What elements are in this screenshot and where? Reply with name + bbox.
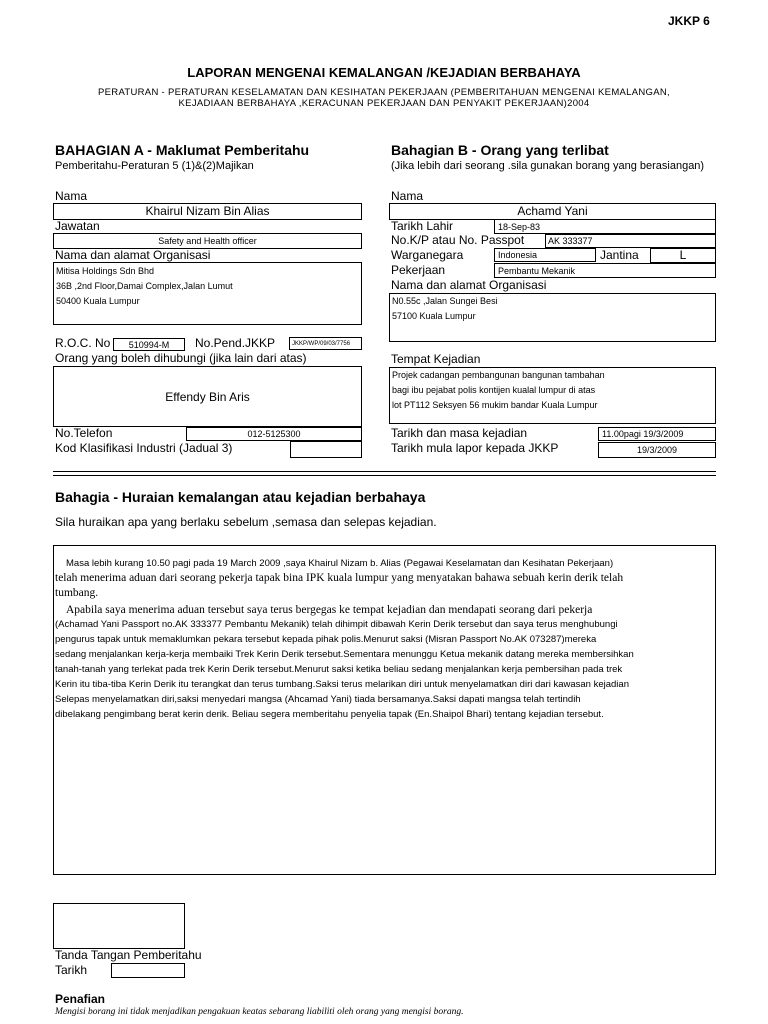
form-title: LAPORAN MENGENAI KEMALANGAN /KEJADIAN BERBAHAYA xyxy=(187,65,581,80)
b-lapor-label: Tarikh mula lapor kepada JKKP xyxy=(391,441,559,455)
description-line: sedang menjalankan kerja-kerja membaiki Trek Kerin Derik tersebut.Sementara menunggu Ketua mekanik datang mereka membersihkan xyxy=(55,649,634,660)
disclaimer-text: Mengisi borang ini tidak menjadikan pengakuan keatas sebarang liabiliti oleh orang yang mengisi borang. xyxy=(55,1007,464,1017)
footer-tarikh-field[interactable] xyxy=(111,963,185,978)
b-pekerjaan-label: Pekerjaan xyxy=(391,263,446,277)
b-tempat-label: Tempat Kejadian xyxy=(391,352,481,366)
a-roc-field[interactable]: 510994-M xyxy=(113,338,185,351)
a-roc-label: R.O.C. No xyxy=(55,336,111,350)
a-pend-label: No.Pend.JKKP xyxy=(195,336,276,350)
b-org-label: Nama dan alamat Organisasi xyxy=(391,278,547,292)
signature-label: Tanda Tangan Pemberitahu xyxy=(55,948,202,962)
a-contact-field[interactable] xyxy=(53,366,362,427)
a-org-label: Nama dan alamat Organisasi xyxy=(55,248,211,262)
regulation-line-2: KEJADIAAN BERBAHAYA ,KERACUNAN PEKERJAAN DAN PENYAKIT PEKERJAAN)2004 xyxy=(178,98,590,109)
a-org-line-1: Mitisa Holdings Sdn Bhd xyxy=(56,266,155,276)
a-org-line-2: 36B ,2nd Floor,Damai Complex,Jalan Lumut xyxy=(56,281,233,291)
b-org-line-2: 57100 Kuala Lumpur xyxy=(392,311,476,321)
a-kod-field[interactable] xyxy=(290,441,362,458)
section-b-heading: Bahagian B - Orang yang terlibat xyxy=(391,142,609,158)
b-tempat-line-1: Projek cadangan pembangunan bangunan tambahan xyxy=(392,370,605,380)
b-masa-field[interactable]: 11.00pagi 19/3/2009 xyxy=(598,427,716,441)
b-masa-label: Tarikh dan masa kejadian xyxy=(391,426,528,440)
description-line: dibelakang pengimbang berat kerin derik. Beliau segera memberitahu penyelia tapak (En.Shaipol Bhari) tentang kejadian tersebut. xyxy=(55,709,604,720)
a-jawatan-field[interactable]: Safety and Health officer xyxy=(53,233,362,249)
description-line: Masa lebih kurang 10.50 pagi pada 19 March 2009 ,saya Khairul Nizam b. Alias (Pegawai Keselamatan dan Kesihatan Pekerjaan) xyxy=(66,558,614,569)
a-contact-value: Effendy Bin Aris xyxy=(165,390,250,404)
b-kp-label: No.K/P atau No. Passpot xyxy=(391,233,525,247)
a-pend-field[interactable]: JKKP/WP/09/03/7756 xyxy=(289,337,362,350)
b-jantina-label: Jantina xyxy=(600,248,639,262)
section-a-subheading: Pemberitahu-Peraturan 5 (1)&(2)Majikan xyxy=(55,160,254,172)
b-org-line-1: N0.55c ,Jalan Sungei Besi xyxy=(392,296,498,306)
a-kod-label: Kod Klasifikasi Industri (Jadual 3) xyxy=(55,441,233,455)
b-nama-field[interactable]: Achamd Yani xyxy=(389,203,716,220)
section-a-heading: BAHAGIAN A - Maklumat Pemberitahu xyxy=(55,142,310,158)
b-tempat-line-2: bagi ibu pejabat polis kontijen kualal lumpur di atas xyxy=(392,385,596,395)
b-nama-label: Nama xyxy=(391,189,424,203)
b-tempat-line-3: lot PT112 Seksyen 56 mukim bandar Kuala Lumpur xyxy=(392,400,598,410)
section-c-instruction: Sila huraikan apa yang berlaku sebelum ,semasa dan selepas kejadian. xyxy=(55,515,437,529)
a-nama-label: Nama xyxy=(55,189,88,203)
form-code: JKKP 6 xyxy=(668,14,710,28)
description-line: Selepas menyelamatkan diri,saksi menyedari mangsa (Ahcamad Yani) tiada bersamanya.Saksi dapati mangsa telah tertindih xyxy=(55,694,581,705)
a-nama-field[interactable]: Khairul Nizam Bin Alias xyxy=(53,203,362,220)
description-line: tumbang. xyxy=(55,587,99,599)
footer-tarikh-label: Tarikh xyxy=(55,963,88,977)
a-telefon-field[interactable]: 012-5125300 xyxy=(186,427,362,441)
a-jawatan-label: Jawatan xyxy=(55,219,100,233)
a-org-line-3: 50400 Kuala Lumpur xyxy=(56,296,140,306)
description-textarea[interactable] xyxy=(53,545,716,875)
b-lapor-field[interactable]: 19/3/2009 xyxy=(598,442,716,458)
disclaimer-heading: Penafian xyxy=(55,992,106,1006)
description-line: (Achamad Yani Passport no.AK 333377 Pembantu Mekanik) telah dihimpit dibawah Kerin Derik tersebut dan saya terus menghubungi xyxy=(55,619,618,630)
b-tempat-field[interactable] xyxy=(389,367,716,424)
b-org-field[interactable] xyxy=(389,293,716,342)
b-jantina-field[interactable]: L xyxy=(650,248,716,263)
description-line: tanah-tanah yang terlekat pada trek Kerin Derik tersebut.Menurut saksi ketika beliau sedang menjalankan kerja pembersihan pada trek xyxy=(55,664,623,675)
description-line: pengurus tapak untuk memaklumkan pekara tersebut kepada pihak polis.Menurut saksi (Misran Passport No.AK 073287)mereka xyxy=(55,634,597,645)
description-line: telah menerima aduan dari seorang pekerja tapak bina IPK kuala lumpur yang menyatakan bahawa sebuah kerin derik telah xyxy=(55,572,624,584)
section-divider-bottom xyxy=(53,475,716,476)
b-pekerjaan-field[interactable]: Pembantu Mekanik xyxy=(494,263,716,278)
a-telefon-label: No.Telefon xyxy=(55,426,113,440)
section-b-subheading: (Jika lebih dari seorang .sila gunakan borang yang berasiangan) xyxy=(391,160,705,172)
b-tarikh-lahir-field[interactable]: 18-Sep-83 xyxy=(494,219,716,234)
a-contact-label: Orang yang boleh dihubungi (jika lain dari atas) xyxy=(55,351,307,365)
a-org-field[interactable] xyxy=(53,262,362,325)
b-kp-field[interactable]: AK 333377 xyxy=(545,234,716,248)
description-line: Kerin itu tiba-tiba Kerin Derik itu terangkat dan terus tumbang.Saksi terus melarikan diri untuk menyelamatkan diri dari kawasan kejadian xyxy=(55,679,629,690)
section-divider-top xyxy=(53,471,716,472)
section-c-heading: Bahagia - Huraian kemalangan atau kejadian berbahaya xyxy=(55,489,426,505)
description-line: Apabila saya menerima aduan tersebut saya terus bergegas ke tempat kejadian dan mendapati seorang dari pekerja xyxy=(66,604,593,616)
b-warga-label: Warganegara xyxy=(391,248,464,262)
signature-box[interactable] xyxy=(53,903,185,949)
regulation-line-1: PERATURAN - PERATURAN KESELAMATAN DAN KESIHATAN PEKERJAAN (PEMBERITAHUAN MENGENAI KEMALANGAN, xyxy=(98,87,670,98)
b-warga-field[interactable]: Indonesia xyxy=(494,248,596,262)
b-tarikh-lahir-label: Tarikh Lahir xyxy=(391,219,454,233)
